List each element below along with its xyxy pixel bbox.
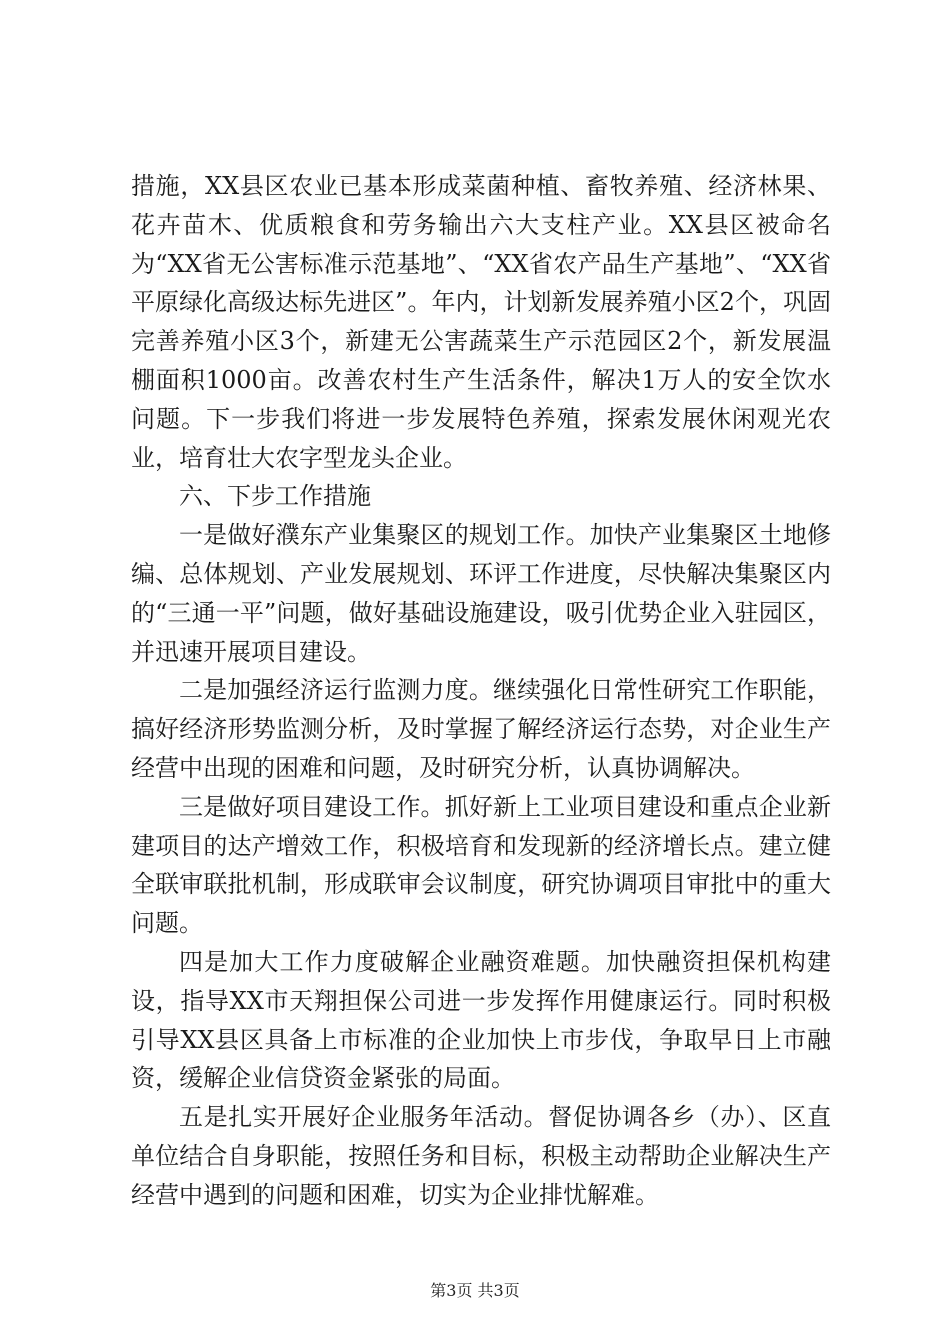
- paragraph-measure-5: 五是扎实开展好企业服务年活动。督促协调各乡（办）、区直单位结合自身职能，按照任务和目标，积极主动帮助企业解决生产经营中遇到的问题和困难，切实为企业排忧解难。: [131, 1103, 831, 1209]
- paragraph-measure-3: 三是做好项目建设工作。抓好新上工业项目建设和重点企业新建项目的达产增效工作，积极培育和发现新的经济增长点。建立健全联审联批机制，形成联审会议制度，研究协调项目审批中的重大问题。: [131, 792, 831, 938]
- section-heading-next-steps: 六、下步工作措施: [179, 482, 371, 511]
- paragraph-measure-1: 一是做好濮东产业集聚区的规划工作。加快产业集聚区土地修编、总体规划、产业发展规划、环评工作进度，尽快解决集聚区内的“三通一平”问题，做好基础设施建设，吸引优势企业入驻园区，并迅速开展项目建设。: [131, 521, 831, 666]
- paragraph-measure-2: 二是加强经济运行监测力度。继续强化日常性研究工作职能，搞好经济形势监测分析，及时掌握了解经济运行态势，对企业生产经营中出现的困难和问题，及时研究分析，认真协调解决。: [131, 676, 831, 782]
- paragraph-agriculture-continued: 措施，XX县区农业已基本形成菜菌种植、畜牧养殖、经济林果、花卉苗木、优质粮食和劳务输出六大支柱产业。XX县区被命名为“XX省无公害标准示范基地”、“XX省农产品生产基地”、“XX省平原绿化高级达标先进区”。年内，计划新发展养殖小区2个，巩固完善养殖小区3个，新建无公害蔬菜生产示范园区2个，新发展温棚面积1000亩。改善农村生产生活条件，解决1万人的安全饮水问题。下一步我们将进一步发展特色养殖，探索发展休闲观光农业，培育壮大农字型龙头企业。: [131, 172, 831, 472]
- paragraph-measure-4: 四是加大工作力度破解企业融资难题。加快融资担保机构建设，指导XX市天翔担保公司进一步发挥作用健康运行。同时积极引导XX县区具备上市标准的企业加快上市步伐，争取早日上市融资，缓解企业信贷资金紧张的局面。: [131, 947, 831, 1093]
- document-body: [131, 167, 831, 1215]
- page-number-footer: 第3页 共3页: [430, 1281, 520, 1300]
